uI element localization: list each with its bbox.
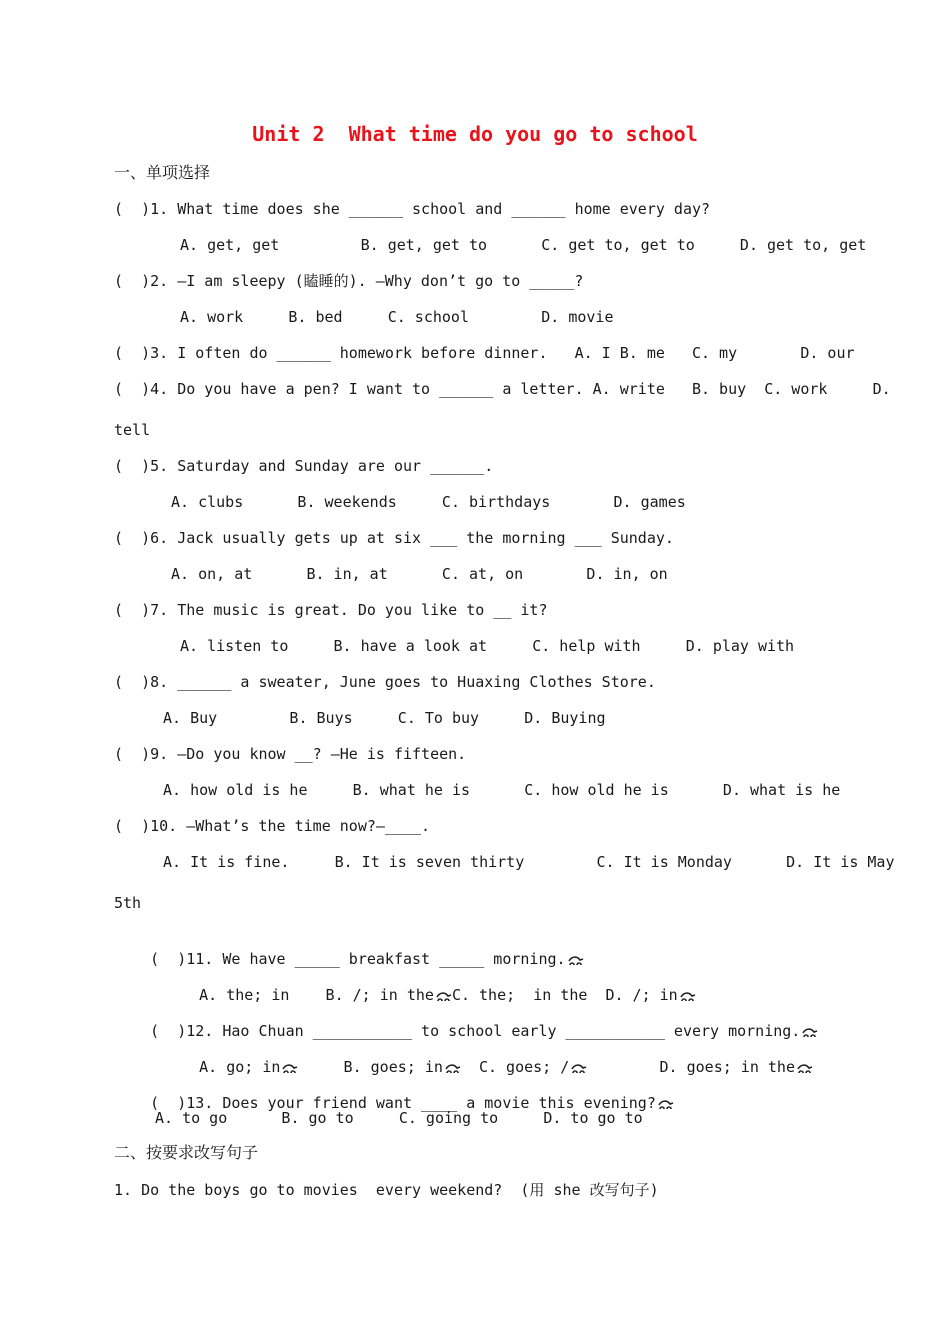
question-7-options: A. listen to B. have a look at C. help with D. play with	[180, 637, 795, 655]
question-9: ( )9. —Do you know __? —He is fifteen.	[114, 745, 467, 763]
question-10-options: A. It is fine. B. It is seven thirty C. It is Monday D. It is May	[163, 853, 895, 871]
question-1: ( )1. What time does she ______ school and ______ home every day?	[114, 200, 711, 218]
artifact-mark-icon	[568, 955, 584, 965]
section-heading-rewrite: 二、按要求改写句子	[114, 1143, 259, 1162]
question-1-options: A. get, get B. get, get to C. get to, get to D. get to, get	[180, 236, 867, 254]
question-5: ( )5. Saturday and Sunday are our ______.	[114, 457, 494, 475]
artifact-mark-icon	[797, 1063, 813, 1073]
question-12-option-d: D. goes; in the	[587, 1058, 795, 1076]
page-title: Unit 2 What time do you go to school	[252, 122, 698, 146]
question-12-stem: ( )12. Hao Chuan ___________ to school early ___________ every morning.	[150, 1022, 801, 1040]
question-8-options: A. Buy B. Buys C. To buy D. Buying	[163, 709, 606, 727]
artifact-mark-icon	[680, 991, 696, 1001]
question-9-options: A. how old is he B. what he is C. how old he is D. what is he	[163, 781, 841, 799]
question-13-options: A. to go B. go to C. going to D. to go to	[155, 1109, 643, 1127]
question-4-continuation: tell	[114, 421, 151, 439]
question-6: ( )6. Jack usually gets up at six ___ the morning ___ Sunday.	[114, 529, 674, 547]
question-10: ( )10. —What’s the time now?—____.	[114, 817, 431, 835]
question-11-options-b: C. the; in the D. /; in	[451, 986, 678, 1004]
question-7: ( )7. The music is great. Do you like to __ it?	[114, 601, 548, 619]
artifact-mark-icon	[282, 1063, 298, 1073]
question-11-stem: ( )11. We have _____ breakfast _____ morning.	[150, 950, 566, 968]
question-12-option-a: A. go; in	[199, 1058, 281, 1076]
question-5-options: A. clubs B. weekends C. birthdays D. games	[171, 493, 686, 511]
rewrite-item-1: 1. Do the boys go to movies every weekend? (用 she 改写句子)	[114, 1181, 659, 1199]
artifact-mark-icon	[436, 991, 452, 1001]
question-11-options-a: A. the; in B. /; in the	[199, 986, 434, 1004]
question-12-option-c: C. goes; /	[460, 1058, 570, 1076]
question-6-options: A. on, at B. in, at C. at, on D. in, on	[171, 565, 668, 583]
question-12-option-b: B. goes; in	[298, 1058, 443, 1076]
question-8: ( )8. ______ a sweater, June goes to Huaxing Clothes Store.	[114, 673, 656, 691]
question-2-options: A. work B. bed C. school D. movie	[180, 308, 614, 326]
question-13-stem: ( )13. Does your friend want ____ a movie this evening?	[150, 1094, 656, 1112]
artifact-mark-icon	[571, 1063, 587, 1073]
section-heading-single-choice: 一、单项选择	[114, 163, 211, 182]
artifact-mark-icon	[802, 1027, 818, 1037]
artifact-mark-icon	[445, 1063, 461, 1073]
question-10-continuation: 5th	[114, 894, 142, 912]
question-2: ( )2. —I am sleepy (瞌睡的). —Why don’t go to _____?	[114, 272, 584, 290]
question-4: ( )4. Do you have a pen? I want to ______ a letter. A. write B. buy C. work D.	[114, 380, 891, 398]
artifact-mark-icon	[658, 1099, 674, 1109]
question-3: ( )3. I often do ______ homework before dinner. A. I B. me C. my D. our	[114, 344, 855, 362]
